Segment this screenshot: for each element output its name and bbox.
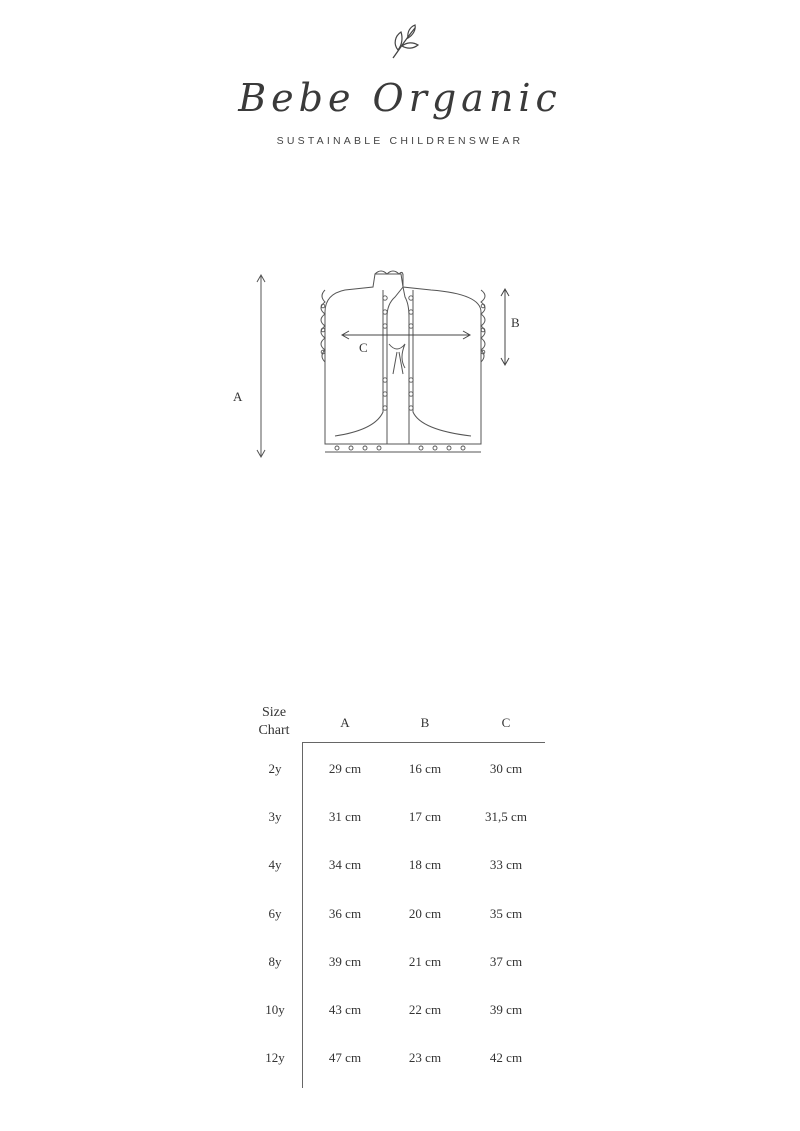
dimension-label-b: B (511, 315, 520, 330)
value-cell-c: 37 cm (489, 954, 523, 969)
brand-name: Bebe Organic (238, 76, 562, 120)
value-cell-b: 21 cm (408, 954, 442, 969)
value-cell-c: 31,5 cm (485, 809, 527, 824)
value-cell-b: 20 cm (408, 906, 442, 921)
value-cell-c: 42 cm (489, 1050, 523, 1065)
size-chart-title: Size Chart (258, 705, 290, 738)
header-divider (302, 742, 545, 743)
table-row (240, 857, 560, 877)
size-cell: 2y (268, 761, 282, 776)
table-row (240, 809, 560, 829)
value-cell-a: 43 cm (328, 1002, 362, 1017)
value-cell-c: 30 cm (489, 761, 523, 776)
value-cell-b: 16 cm (408, 761, 442, 776)
value-cell-a: 39 cm (328, 954, 362, 969)
size-cell: 6y (268, 906, 282, 921)
table-row (240, 954, 560, 974)
size-cell: 3y (268, 809, 282, 824)
value-cell-c: 35 cm (489, 906, 523, 921)
table-row (240, 1050, 560, 1070)
value-cell-c: 39 cm (489, 1002, 523, 1017)
column-header-a: A (340, 715, 350, 730)
value-cell-b: 17 cm (408, 809, 442, 824)
size-cell: 8y (268, 954, 282, 969)
size-cell: 4y (268, 857, 282, 872)
value-cell-b: 23 cm (408, 1050, 442, 1065)
leaf-sprig-icon (385, 22, 425, 62)
value-cell-a: 29 cm (328, 761, 362, 776)
table-row (240, 1002, 560, 1022)
dimension-label-c: C (359, 340, 368, 355)
size-cell: 12y (265, 1050, 285, 1065)
garment-measurement-diagram (225, 262, 545, 467)
value-cell-c: 33 cm (489, 857, 523, 872)
value-cell-a: 31 cm (328, 809, 362, 824)
value-cell-a: 47 cm (328, 1050, 362, 1065)
brand-tagline: SUSTAINABLE CHILDRENSWEAR (276, 135, 524, 147)
value-cell-b: 22 cm (408, 1002, 442, 1017)
value-cell-a: 34 cm (328, 857, 362, 872)
dimension-label-a: A (233, 389, 243, 404)
table-row (240, 761, 560, 781)
size-cell: 10y (265, 1002, 285, 1017)
column-header-b: B (420, 715, 430, 730)
value-cell-a: 36 cm (328, 906, 362, 921)
column-header-c: C (501, 715, 511, 730)
table-row (240, 906, 560, 926)
value-cell-b: 18 cm (408, 857, 442, 872)
